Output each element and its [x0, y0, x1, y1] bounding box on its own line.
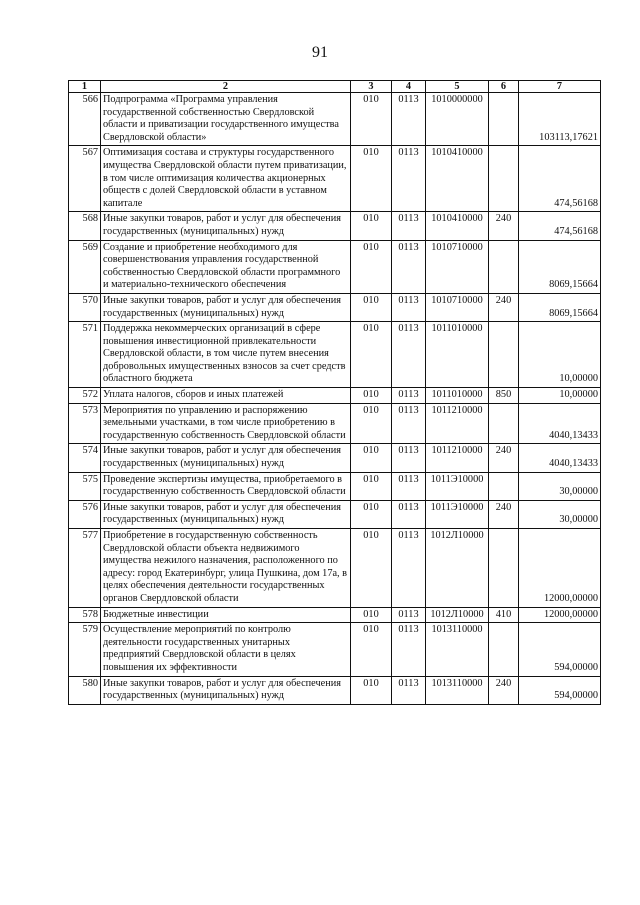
table-row [69, 403, 601, 444]
header-cell: 1 [69, 81, 101, 93]
row-number: 577 [69, 529, 101, 608]
header-cell: 4 [392, 81, 426, 93]
row-number: 579 [69, 623, 101, 676]
expense-type-code: 240 [489, 212, 519, 240]
section-code: 0113 [392, 529, 426, 608]
row-number: 576 [69, 500, 101, 528]
table-row [69, 322, 601, 388]
section-code: 0113 [392, 93, 426, 146]
expense-type-code: 240 [489, 500, 519, 528]
ministry-code: 010 [351, 240, 392, 293]
amount-value: 30,00000 [519, 500, 601, 528]
row-number: 567 [69, 146, 101, 212]
expense-type-code [489, 403, 519, 444]
row-description: Поддержка некоммерческих организаций в сфере повышения инвестиционной привлекательности Свердловской области, в том числе путем внесения добровольных имущественных взносов за счет средств областного бюджета [101, 322, 351, 388]
row-description: Иные закупки товаров, работ и услуг для обеспечения государственных (муниципальных) нужд [101, 500, 351, 528]
ministry-code: 010 [351, 322, 392, 388]
section-code: 0113 [392, 623, 426, 676]
table-row [69, 93, 601, 146]
row-number: 571 [69, 322, 101, 388]
header-cell: 3 [351, 81, 392, 93]
target-article-code: 1010710000 [426, 240, 489, 293]
section-code: 0113 [392, 676, 426, 704]
row-description: Иные закупки товаров, работ и услуг для обеспечения государственных (муниципальных) нужд [101, 444, 351, 472]
row-description: Иные закупки товаров, работ и услуг для обеспечения государственных (муниципальных) нужд [101, 212, 351, 240]
expense-type-code: 240 [489, 676, 519, 704]
row-number: 580 [69, 676, 101, 704]
target-article-code: 1010410000 [426, 212, 489, 240]
target-article-code: 1011Э10000 [426, 500, 489, 528]
target-article-code: 1011010000 [426, 388, 489, 404]
ministry-code: 010 [351, 500, 392, 528]
row-description: Бюджетные инвестиции [101, 607, 351, 623]
row-number: 566 [69, 93, 101, 146]
amount-value: 10,00000 [519, 388, 601, 404]
table-row [69, 623, 601, 676]
expense-type-code: 240 [489, 444, 519, 472]
amount-value: 4040,13433 [519, 444, 601, 472]
ministry-code: 010 [351, 212, 392, 240]
row-number: 568 [69, 212, 101, 240]
ministry-code: 010 [351, 146, 392, 212]
table-row [69, 293, 601, 321]
row-number: 575 [69, 472, 101, 500]
amount-value: 8069,15664 [519, 240, 601, 293]
amount-value: 8069,15664 [519, 293, 601, 321]
ministry-code: 010 [351, 388, 392, 404]
target-article-code: 1010710000 [426, 293, 489, 321]
row-description: Иные закупки товаров, работ и услуг для обеспечения государственных (муниципальных) нужд [101, 293, 351, 321]
expense-type-code: 410 [489, 607, 519, 623]
ministry-code: 010 [351, 529, 392, 608]
ministry-code: 010 [351, 403, 392, 444]
amount-value: 12000,00000 [519, 529, 601, 608]
target-article-code: 1010000000 [426, 93, 489, 146]
ministry-code: 010 [351, 676, 392, 704]
amount-value: 10,00000 [519, 322, 601, 388]
table-row [69, 529, 601, 608]
target-article-code: 1011Э10000 [426, 472, 489, 500]
expense-type-code: 850 [489, 388, 519, 404]
amount-value: 4040,13433 [519, 403, 601, 444]
target-article-code: 1012Л10000 [426, 529, 489, 608]
table-row [69, 676, 601, 704]
row-number: 573 [69, 403, 101, 444]
table-row [69, 212, 601, 240]
row-description: Оптимизация состава и структуры государственного имущества Свердловской области путем приватизации, в том числе оптимизация количества акционерных обществ с долей Свердловской области в уставном капитале [101, 146, 351, 212]
table-row [69, 500, 601, 528]
amount-value: 12000,00000 [519, 607, 601, 623]
expense-type-code [489, 93, 519, 146]
target-article-code: 1011210000 [426, 403, 489, 444]
expense-type-code [489, 529, 519, 608]
row-description: Подпрограмма «Программа управления государственной собственностью Свердловской области и приватизации государственного имущества Свердловской области» [101, 93, 351, 146]
header-cell: 6 [489, 81, 519, 93]
row-description: Уплата налогов, сборов и иных платежей [101, 388, 351, 404]
row-description: Проведение экспертизы имущества, приобретаемого в государственную собственность Свердловской области [101, 472, 351, 500]
row-number: 572 [69, 388, 101, 404]
amount-value: 103113,17621 [519, 93, 601, 146]
target-article-code: 1011210000 [426, 444, 489, 472]
expense-type-code: 240 [489, 293, 519, 321]
section-code: 0113 [392, 240, 426, 293]
row-description: Создание и приобретение необходимого для совершенствования управления государственной собственностью Свердловской области программного и материально-технического обеспечения [101, 240, 351, 293]
expense-type-code [489, 623, 519, 676]
section-code: 0113 [392, 500, 426, 528]
amount-value: 594,00000 [519, 623, 601, 676]
row-description: Осуществление мероприятий по контролю деятельности государственных унитарных предприятий Свердловской области в целях повышения их эффективности [101, 623, 351, 676]
section-code: 0113 [392, 212, 426, 240]
section-code: 0113 [392, 444, 426, 472]
ministry-code: 010 [351, 93, 392, 146]
section-code: 0113 [392, 146, 426, 212]
section-code: 0113 [392, 472, 426, 500]
expense-type-code [489, 472, 519, 500]
table-row [69, 240, 601, 293]
row-number: 570 [69, 293, 101, 321]
table-row [69, 444, 601, 472]
expense-type-code [489, 240, 519, 293]
header-cell: 2 [101, 81, 351, 93]
amount-value: 30,00000 [519, 472, 601, 500]
page-number: 91 [312, 44, 328, 61]
row-description: Иные закупки товаров, работ и услуг для обеспечения государственных (муниципальных) нужд [101, 676, 351, 704]
target-article-code: 1013110000 [426, 676, 489, 704]
ministry-code: 010 [351, 607, 392, 623]
ministry-code: 010 [351, 444, 392, 472]
row-number: 569 [69, 240, 101, 293]
ministry-code: 010 [351, 293, 392, 321]
header-cell: 5 [426, 81, 489, 93]
expense-type-code [489, 322, 519, 388]
amount-value: 474,56168 [519, 146, 601, 212]
ministry-code: 010 [351, 623, 392, 676]
table-header-row [69, 81, 601, 93]
table-row [69, 607, 601, 623]
row-description: Приобретение в государственную собственность Свердловской области объекта недвижимого имущества нежилого назначения, расположенного по адресу: город Екатеринбург, улица Пушкина, дом 17а, в целях обеспечения деятельности государственных органов Свердловской области [101, 529, 351, 608]
target-article-code: 1011010000 [426, 322, 489, 388]
ministry-code: 010 [351, 472, 392, 500]
budget-table [68, 80, 601, 705]
section-code: 0113 [392, 403, 426, 444]
section-code: 0113 [392, 607, 426, 623]
header-cell: 7 [519, 81, 601, 93]
row-number: 578 [69, 607, 101, 623]
expense-type-code [489, 146, 519, 212]
section-code: 0113 [392, 322, 426, 388]
amount-value: 594,00000 [519, 676, 601, 704]
amount-value: 474,56168 [519, 212, 601, 240]
row-description: Мероприятия по управлению и распоряжению земельными участками, в том числе приобретению в государственную собственность Свердловской области [101, 403, 351, 444]
target-article-code: 1013110000 [426, 623, 489, 676]
table-row [69, 146, 601, 212]
section-code: 0113 [392, 293, 426, 321]
target-article-code: 1012Л10000 [426, 607, 489, 623]
table-row [69, 472, 601, 500]
table-row [69, 388, 601, 404]
section-code: 0113 [392, 388, 426, 404]
target-article-code: 1010410000 [426, 146, 489, 212]
row-number: 574 [69, 444, 101, 472]
